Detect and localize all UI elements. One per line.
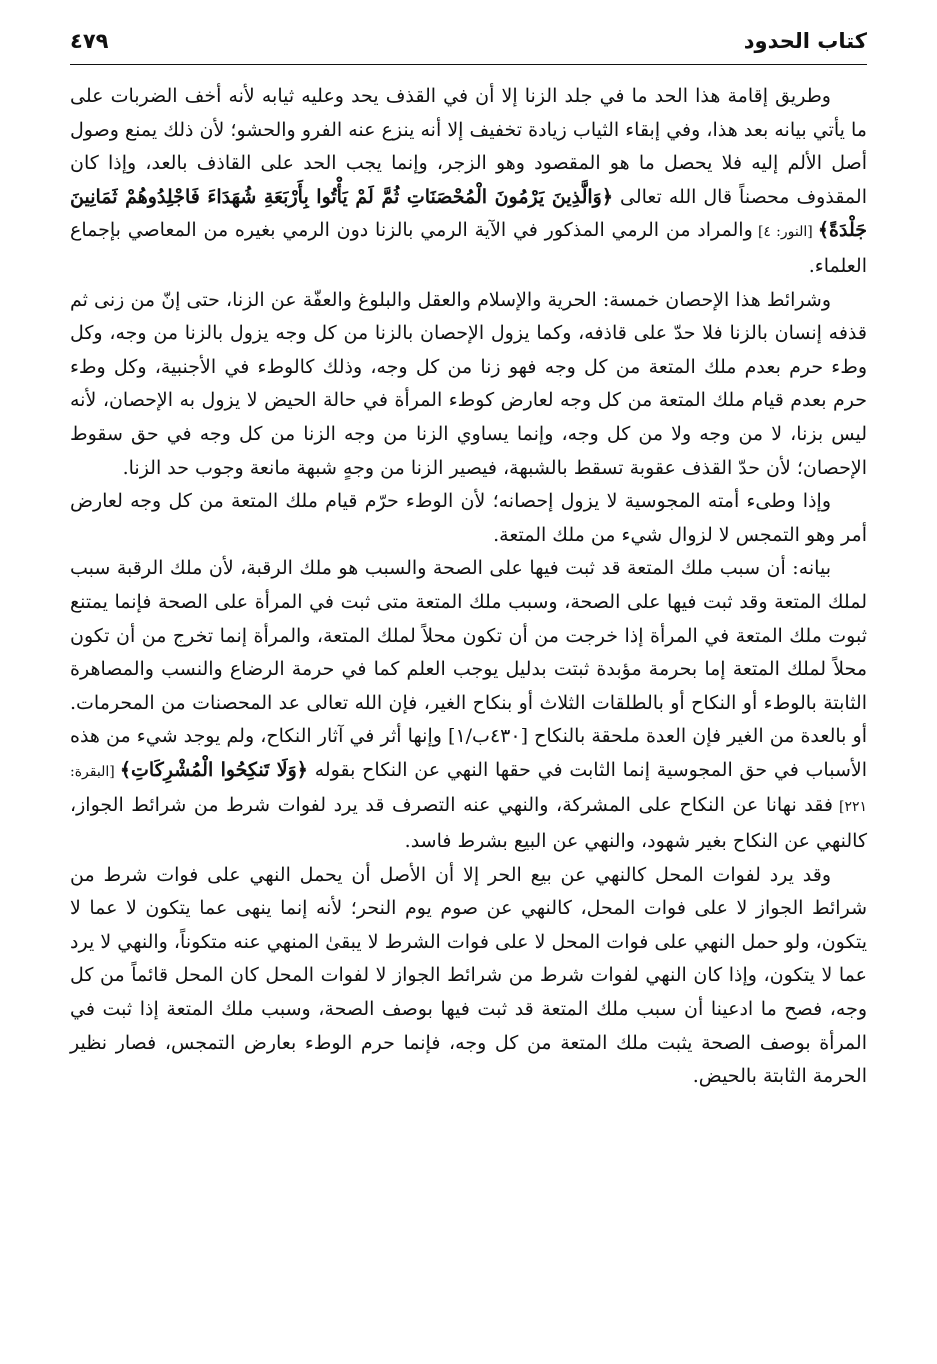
- paragraph-text: وقد يرد لفوات المحل كالنهي عن بيع الحر إلا أن الأصل أن يحمل النهي على فوات شرط من شرائط الجواز لا على فوات المحل، كالنهي عن صوم يوم النحر؛ لأنه إنما ينهى عما يتكون لا عما لا يتكون، ولو حمل النهي على فوات المحل لا على فوات الشرط لا يبقىٰ المنهي عنه متكوناً، والنهي لا يرد عما لا يتكون، وإذا كان النهي لفوات شرط من شرائط الجواز لا لفوات المحل كان المحل قائماً من كل وجه، فصح ما ادعينا أن سبب ملك المتعة قد ثبت فيها بوصف الصحة، وسبب ملك المتعة إذا ثبت في المرأة بوصف الصحة يثبت ملك المتعة من كل وجه، فإنما حرم الوطء بعارض التمجس، فصار نظير الحرمة الثابتة بالحيض.: [70, 863, 867, 1088]
- paragraph-3: [70, 485, 867, 552]
- paragraph-2: [70, 284, 867, 486]
- quran-verse: ﴿وَالَّذِينَ يَرْمُونَ الْمُحْصَنَاتِ ثُمَّ لَمْ يَأْتُوا بِأَرْبَعَةِ شُهَدَاءَ فَاجْلِدُوهُمْ ثَمَانِينَ جَلْدَةً﴾: [70, 185, 868, 242]
- paragraph-5: [70, 859, 867, 1094]
- page-body: [70, 80, 867, 1094]
- page-header: [70, 22, 867, 60]
- paragraph-text: وشرائط هذا الإحصان خمسة: الحرية والإسلام والعقل والبلوغ والعفّة عن الزنا، حتى إنّ من زنى ثم قذفه إنسان بالزنا فلا حدّ على قاذفه، وكما يزول الإحصان بالزنا من كل وجه يزول بالزنا من وجه، وكل وطء حرم بعدم ملك المتعة من كل وجه فهو زنا من كل وجه، وذلك كالوطء في الأجنبية، وكل وطء حرم بعدم قيام ملك المتعة من كل وجه لعارض كوطء المرأة في حالة الحيض لا يزول به الإحصان، لأنه ليس بزنا، لا من وجه ولا من كل وجه، وإنما يساوي الزنا من وجه الزنا من كل وجه في حق سقوط الإحصان؛ لأن حدّ القذف عقوبة تسقط بالشبهة، فيصير الزنا من وجهٍ شبهة مانعة وجوب حد الزنا.: [70, 288, 867, 479]
- paragraph-text: والمراد من الرمي المذكور في الآية الرمي بالزنا دون الرمي بغيره من المعاصي بإجماع العلماء.: [70, 219, 867, 277]
- verse-reference: [البقرة: ٢٢١]: [70, 763, 867, 816]
- paragraph-4: [70, 552, 867, 858]
- page-number: ٤٧٩: [70, 29, 109, 53]
- header-divider: [70, 64, 867, 65]
- paragraph-text: وطريق إقامة هذا الحد ما في جلد الزنا إلا أن في القذف يحد وعليه ثيابه لأنه أخف الضربات على ما يأتي بيانه بعد هذا، وفي إبقاء الثياب زيادة تخفيف إلا أنه ينزع عنه الفرو والحشو؛ لأن ذلك يمنع وصول أصل الألم إليه فلا يحصل ما هو المقصود وهو الزجر، وإنما يجب الحد على القاذف بالعد، وإذا كان المقذوف محصناً قال الله تعالى: [70, 85, 867, 208]
- book-title: كتاب الحدود: [743, 29, 867, 53]
- paragraph-text: بيانه: أن سبب ملك المتعة قد ثبت فيها على الصحة والسبب هو ملك الرقبة، لأن ملك الرقبة سبب لملك المتعة وقد ثبت فيها على الصحة، وسبب ملك المتعة متى ثبت في المرأة على الصحة فإنما يمتنع ثبوت ملك المتعة في المرأة إذا خرجت من أن تكون محلاً لملك المتعة، والمرأة إنما تخرج من أن تكون محلاً لملك المتعة إما بحرمة مؤبدة ثبتت بدليل يوجب العلم كما في حرمة الرضاع والنسب والمصاهرة الثابتة بالوطء أو النكاح أو بالطلقات الثلاث أو بنكاح الغير، فإن الله تعالى عد المحصنات من المحرمات. أو بالعدة من الغير فإن العدة ملحقة بالنكاح [٤٣٠ب/١] وإنها أثر في آثار النكاح، ولم يوجد شيء من هذه الأسباب في حق المجوسية إنما الثابت في حقها النهي عن النكاح بقوله: [70, 557, 867, 781]
- verse-reference: [النور: ٤]: [752, 224, 818, 241]
- paragraph-text: فقد نهانا عن النكاح على المشركة، والنهي عنه التصرف قد يرد لفوات شرط من شرائط الجواز، كالنهي عن النكاح بغير شهود، والنهي عن البيع بشرط فاسد.: [70, 794, 867, 853]
- paragraph-1: [70, 80, 867, 284]
- paragraph-text: وإذا وطىء أمته المجوسية لا يزول إحصانه؛ لأن الوطء حرّم قيام ملك المتعة من كل وجه لعارض أمر وهو التمجس لا لزوال شيء من ملك المتعة.: [70, 490, 867, 546]
- quran-verse: ﴿وَلَا تَنكِحُوا الْمُشْرِكَاتِ﴾: [119, 758, 308, 781]
